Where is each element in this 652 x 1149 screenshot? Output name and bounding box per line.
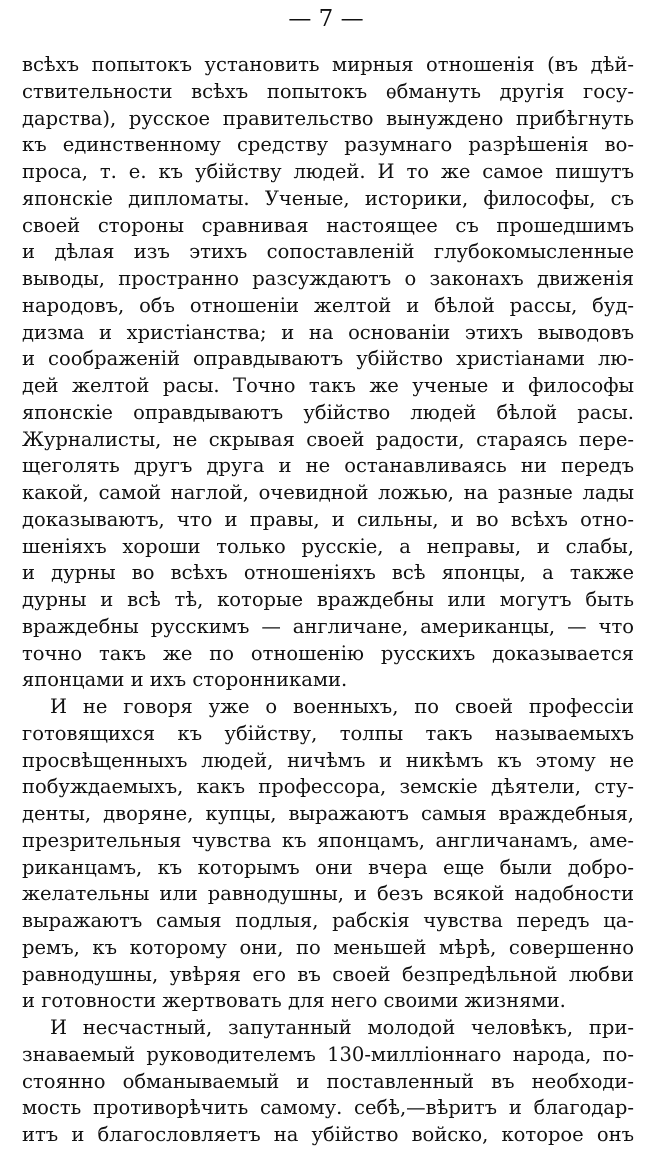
- text-line: и готовности жертвовать для него своими жизнями.: [22, 989, 566, 1013]
- text-line: мость противорѣчить самому. себѣ,—вѣритъ и благодар-: [22, 1096, 634, 1120]
- text-line: дизма и христіанства; и на основаніи этихъ выводовъ: [22, 320, 634, 344]
- text-line: И несчастный, запутанный молодой человѣкъ, при-: [50, 1016, 634, 1039]
- text-line: народовъ, объ отношеніи желтой и бѣлой рассы, буд-: [22, 293, 634, 317]
- text-line: и дѣлая изъ этихъ сопоставленій глубокомысленные: [22, 240, 634, 264]
- text-line: дарства), русское правительство вынуждено прибѣгнуть: [22, 106, 634, 130]
- page-number: — 7 —: [288, 6, 364, 32]
- text-line: стоянно обманываемый и поставленный въ необходи-: [22, 1069, 634, 1093]
- text-line: какой, самой наглой, очевидной ложью, на разные лады: [22, 481, 634, 504]
- text-line: выводы, пространно разсуждаютъ о законахъ движенія: [22, 267, 634, 290]
- text-line: дурны и всѣ тѣ, которые враждебны или могутъ быть: [22, 588, 634, 611]
- text-line: японскіе дипломаты. Ученые, историки, философы, съ: [22, 186, 634, 210]
- text-line: доказываютъ, что и правы, и сильны, и во всѣхъ отно-: [22, 507, 634, 531]
- text-line: выражаютъ самыя подлыя, рабскія чувства передъ ца-: [22, 909, 634, 932]
- text-line: дей желтой расы. Точно такъ же ученые и философы: [22, 374, 634, 397]
- text-line: проса, т. е. къ убійству людей. И то же самое пишутъ: [22, 160, 634, 183]
- text-line: и соображеній оправдываютъ убійство христіанами лю-: [22, 347, 634, 371]
- text-line: ствительности всѣхъ попытокъ ѳбмануть другія госу-: [22, 79, 634, 103]
- text-line: готовящихся къ убійству, толпы такъ называемыхъ: [22, 721, 634, 745]
- paragraph: [22, 1015, 634, 1149]
- text-line: риканцамъ, къ которымъ они вчера еще были добро-: [22, 855, 634, 879]
- text-line: ремъ, къ которому они, по меньшей мѣрѣ, совершенно: [22, 935, 634, 959]
- text-line: просвѣщенныхъ людей, ничѣмъ и никѣмъ къ этому не: [22, 748, 634, 772]
- text-line: равнодушны, увѣряя его въ своей безпредѣльной любви: [22, 962, 634, 986]
- text-line: Журналисты, не скрывая своей радости, стараясь пере-: [22, 427, 634, 451]
- text-line: презрительныя чувства къ японцамъ, англичанамъ, аме-: [22, 828, 634, 852]
- text-line: точно такъ же по отношенію русскихъ доказывается: [22, 641, 634, 665]
- text-line: японскіе оправдываютъ убійство людей бѣлой расы.: [22, 400, 634, 424]
- paragraph: [22, 52, 634, 694]
- text-line: къ единственному средству разумнаго разрѣшенія во-: [22, 133, 634, 157]
- text-line: И не говоря уже о военныхъ, по своей профессіи: [50, 695, 634, 718]
- text-line: итъ и благословляетъ на убійство войско, которое онъ: [22, 1123, 634, 1146]
- paragraph: [22, 694, 634, 1015]
- text-line: всѣхъ попытокъ установить мирныя отношенія (въ дѣй-: [22, 53, 634, 76]
- text-line: своей стороны сравнивая настоящее съ прошедшимъ: [22, 213, 634, 237]
- text-line: японцами и ихъ сторонниками.: [22, 668, 348, 692]
- text-line: желательны или равнодушны, и безъ всякой надобности: [22, 882, 634, 906]
- text-line: враждебны русскимъ — англичане, американцы, — что: [22, 614, 634, 638]
- text-line: шеніяхъ хороши только русскіе, а неправы, и слабы,: [22, 534, 634, 558]
- body-text: [22, 52, 634, 1149]
- text-line: денты, дворяне, купцы, выражаютъ самыя враждебныя,: [22, 802, 634, 825]
- text-line: знаваемый руководителемъ 130-милліоннаго народа, по-: [22, 1042, 634, 1066]
- text-line: щеголять другъ друга и не останавливаясь ни передъ: [22, 454, 634, 478]
- text-line: и дурны во всѣхъ отношеніяхъ всѣ японцы, а также: [22, 561, 634, 585]
- text-line: побуждаемыхъ, какъ профессора, земскіе дѣятели, сту-: [22, 775, 634, 799]
